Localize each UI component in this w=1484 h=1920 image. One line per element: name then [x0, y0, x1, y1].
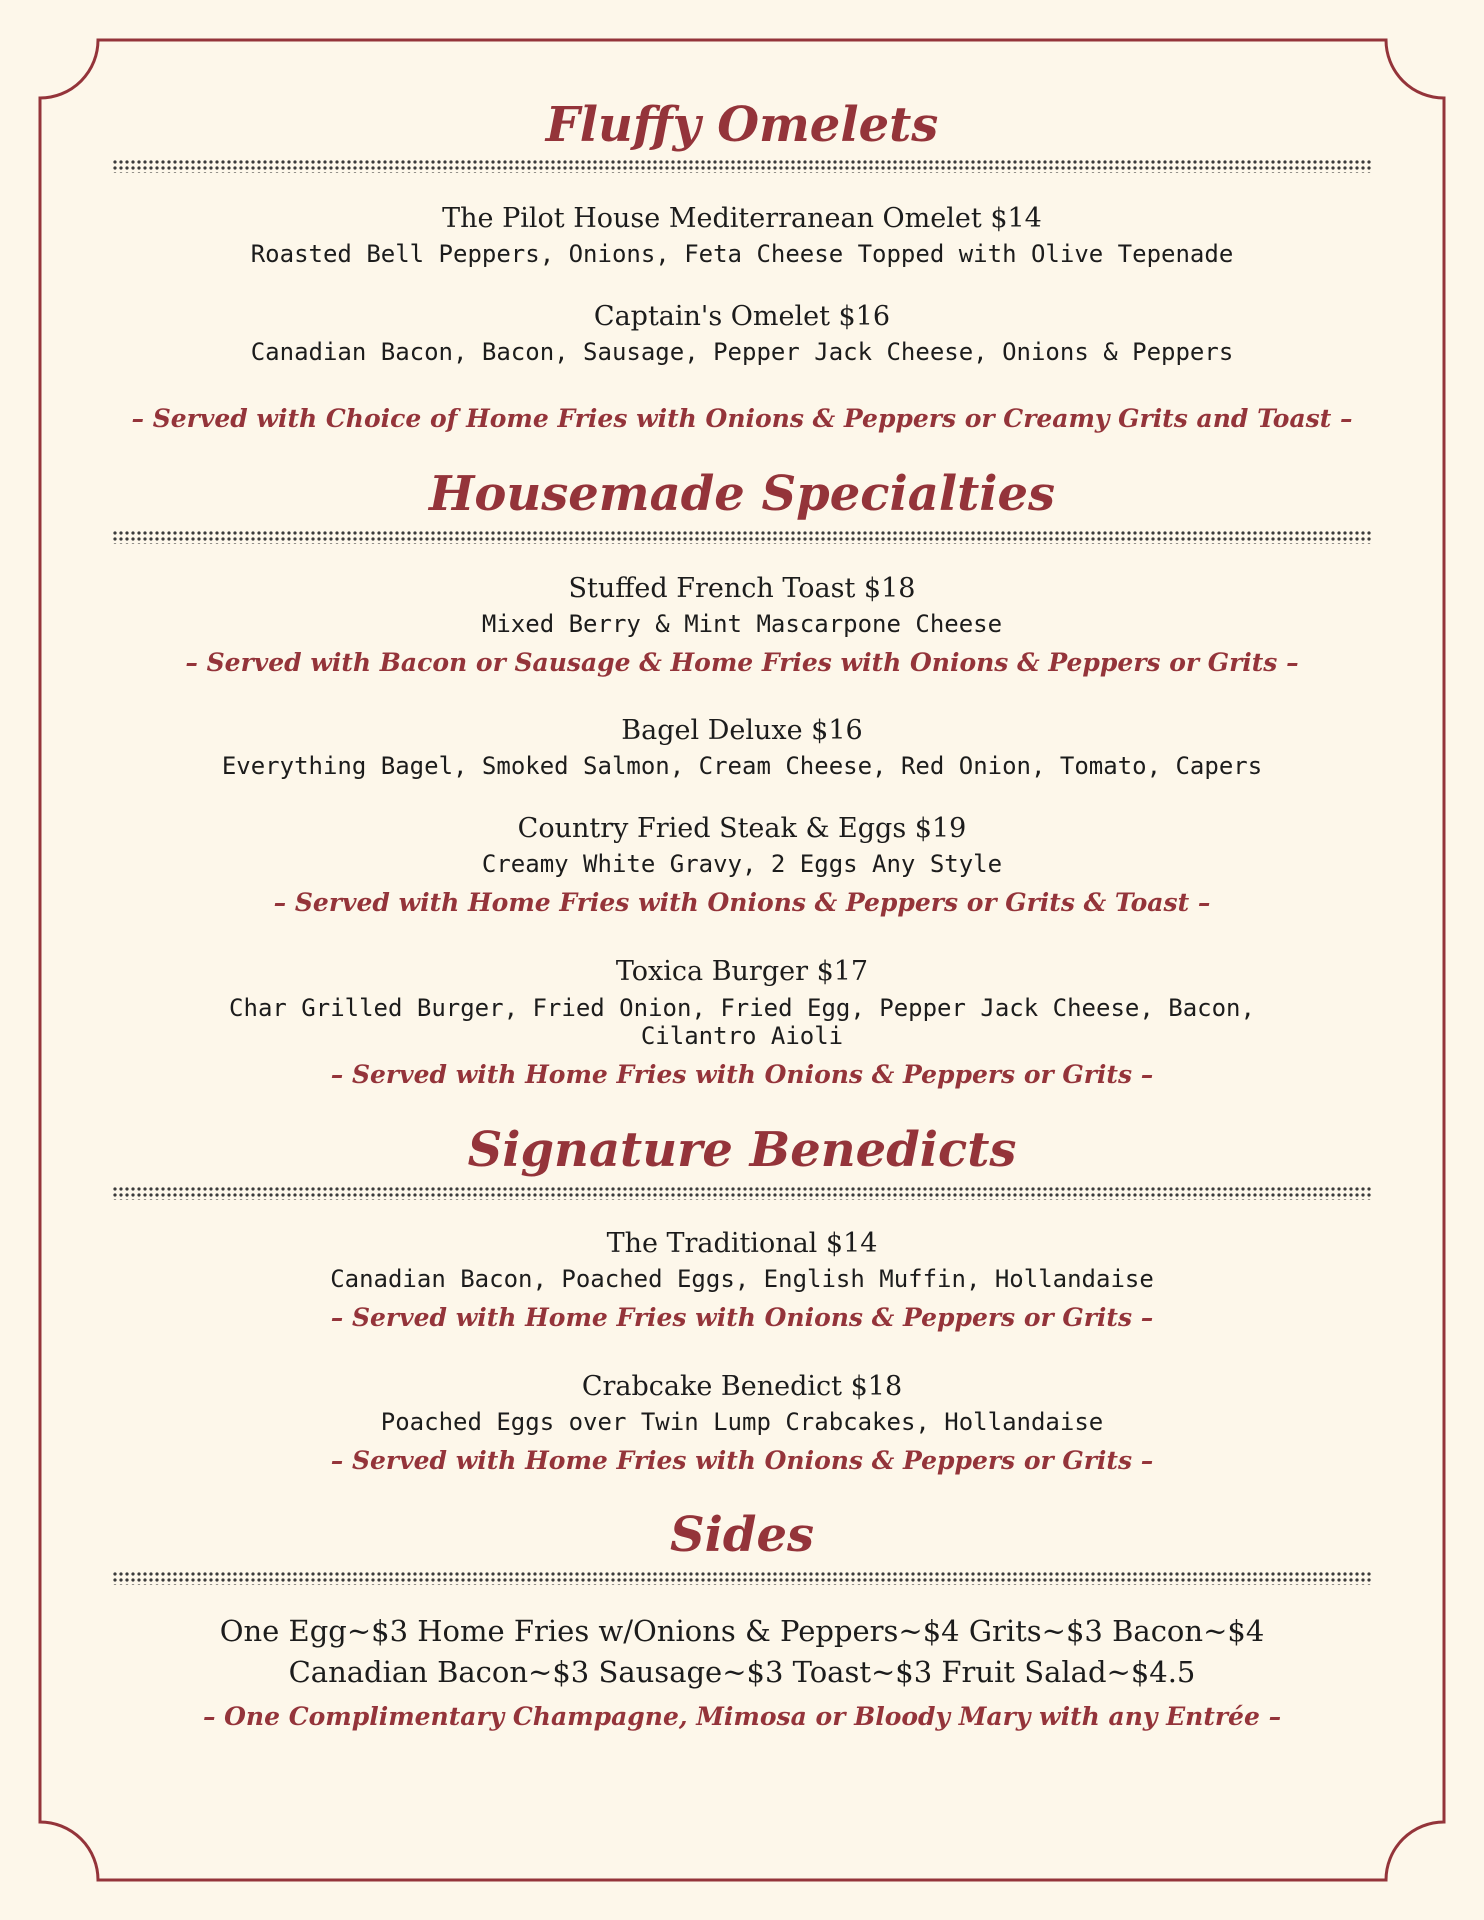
item-description: Canadian Bacon, Bacon, Sausage, Pepper Jack Cheese, Onions & Peppers [250, 338, 1234, 366]
section-title-sides: Sides [669, 1507, 815, 1563]
item-description: Roasted Bell Peppers, Onions, Feta Cheese Topped with Olive Tepenade [250, 240, 1234, 268]
serving-note: – Served with Home Fries with Onions & Peppers or Grits – [330, 1060, 1154, 1089]
dotted-divider [112, 530, 1372, 544]
serving-note: – Served with Bacon or Sausage & Home Fries with Onions & Peppers or Grits – [185, 648, 1299, 677]
section-title-omelets: Fluffy Omelets [545, 97, 939, 153]
section-title-specialties: Housemade Specialties [428, 466, 1056, 522]
item-name: Toxica Burger $17 [615, 956, 869, 987]
item-description-continued: Cilantro Aioli [640, 1022, 844, 1050]
section-title-benedicts: Signature Benedicts [467, 1122, 1017, 1178]
item-description: Poached Eggs over Twin Lump Crabcakes, Hollandaise [380, 1408, 1104, 1436]
item-description: Canadian Bacon, Poached Eggs, English Muffin, Hollandaise [330, 1265, 1154, 1293]
item-description: Creamy White Gravy, 2 Eggs Any Style [481, 850, 1003, 878]
item-name: Bagel Deluxe $16 [621, 715, 863, 746]
complimentary-drink-note: – One Complimentary Champagne, Mimosa or Bloody Mary with any Entrée – [202, 1702, 1282, 1731]
dotted-divider [112, 1571, 1372, 1585]
item-description: Char Grilled Burger, Fried Onion, Fried Egg, Pepper Jack Cheese, Bacon, [229, 994, 1255, 1022]
item-description: Mixed Berry & Mint Mascarpone Cheese [481, 610, 1003, 638]
dotted-divider [112, 159, 1372, 173]
item-name: Country Fried Steak & Eggs $19 [517, 813, 967, 844]
item-name: Crabcake Benedict $18 [581, 1371, 903, 1402]
serving-note: – Served with Home Fries with Onions & Peppers or Grits & Toast – [273, 888, 1211, 917]
dotted-divider [112, 1186, 1372, 1200]
item-name: The Pilot House Mediterranean Omelet $14 [442, 203, 1042, 234]
sides-line: One Egg~$3 Home Fries w/Onions & Peppers~$4 Grits~$3 Bacon~$4 [219, 1614, 1265, 1648]
item-name: Stuffed French Toast $18 [568, 573, 916, 604]
serving-note: – Served with Home Fries with Onions & Peppers or Grits – [330, 1303, 1154, 1332]
sides-line: Canadian Bacon~$3 Sausage~$3 Toast~$3 Fruit Salad~$4.5 [288, 1655, 1196, 1689]
item-name: The Traditional $14 [606, 1228, 878, 1259]
item-description: Everything Bagel, Smoked Salmon, Cream Cheese, Red Onion, Tomato, Capers [221, 752, 1263, 780]
item-name: Captain's Omelet $16 [593, 301, 891, 332]
serving-note: – Served with Choice of Home Fries with Onions & Peppers or Creamy Grits and Toast – [131, 404, 1353, 433]
serving-note: – Served with Home Fries with Onions & Peppers or Grits – [330, 1446, 1154, 1475]
